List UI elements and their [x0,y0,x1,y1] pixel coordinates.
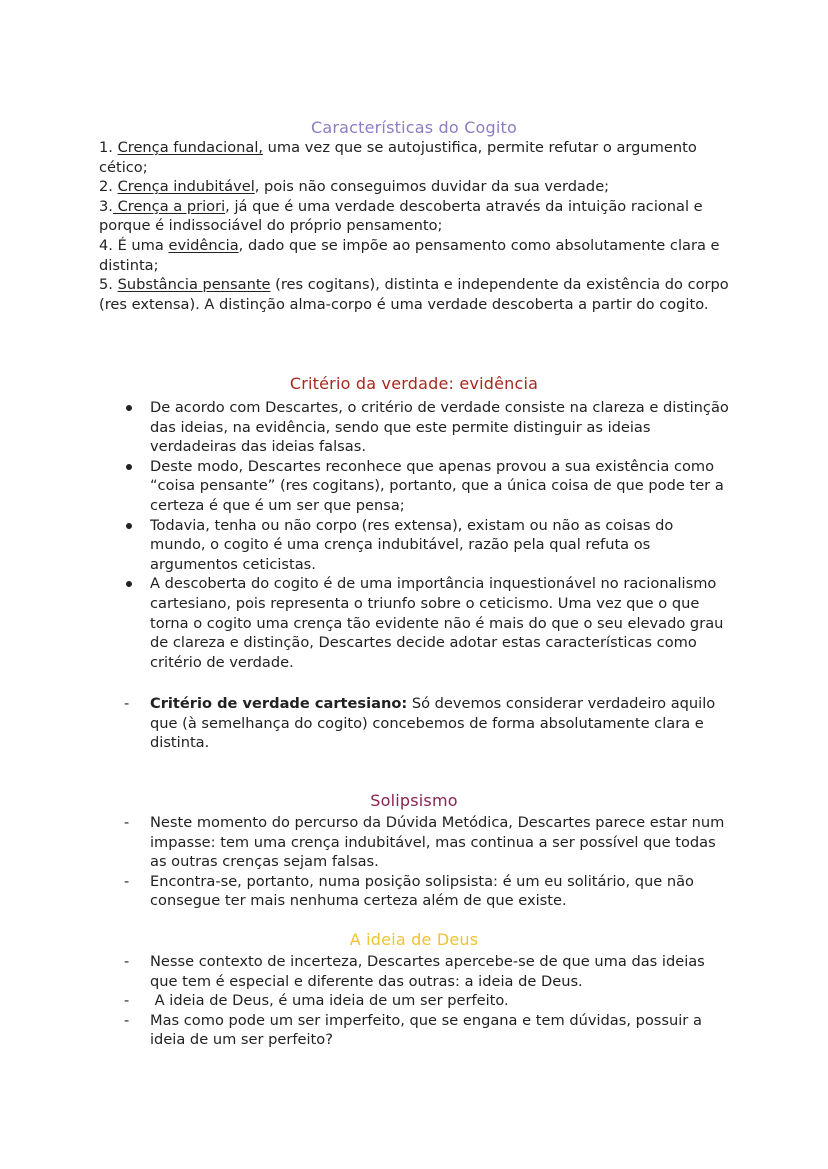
cogito-item-1 [99,138,729,177]
solipsismo-list [99,813,729,911]
list-item [99,457,729,516]
cartesian-criterion-definition [99,694,729,753]
list-item [99,991,729,1011]
underlined-term: Crença indubitável [117,178,255,196]
item-number: 1. [99,139,118,156]
dash-marker: - [124,872,130,890]
item-text: , já que é uma verdade descoberta através da intuição racional e porque é indissociável do próprio pensamento; [99,197,703,235]
bullet-icon [126,523,132,529]
item-number: 4. É uma [99,236,169,254]
list-item [99,694,729,753]
item-text: A ideia de Deus, é uma ideia de um ser perfeito. [150,992,509,1010]
dash-marker: - [124,953,130,970]
definition-text: Só devemos considerar verdadeiro aquilo que (à semelhança do cogito) concebemos de forma absolutamente clara e distinta. [150,695,716,752]
bullet-icon [126,464,132,470]
bullet-text: Todavia, tenha ou não corpo (res extensa), existam ou não as coisas do mundo, o cogito é uma crença indubitável, razão pela qual refuta os argumentos ceticistas. [150,516,674,573]
section-title-cogito: Características do Cogito [310,118,518,137]
cogito-item-3 [99,197,729,236]
item-number: 3. [99,197,113,215]
section-title-solipsismo: Solipsismo [370,791,458,810]
cogito-item-4 [99,236,729,275]
criterio-bullet-list [99,398,729,672]
definition-label: Critério de verdade cartesiano: [150,695,408,712]
item-number: 5. [99,276,118,294]
list-item [99,872,729,911]
bullet-text: De acordo com Descartes, o critério de verdade consiste na clareza e distinção das ideias, na evidência, sendo que este permite distinguir as ideias verdadeiras das ideias falsas. [150,399,729,456]
list-item [99,516,729,575]
dash-marker: - [124,695,130,712]
underlined-term: Substância pensante [117,276,271,294]
list-item [99,1011,729,1050]
dash-marker: - [124,992,130,1010]
list-item [99,574,729,672]
cogito-item-5 [99,275,729,314]
item-text: Encontra-se, portanto, numa posição solipsista: é um eu solitário, que não consegue ter mais nenhuma certeza além de que existe. [150,872,694,910]
bullet-text: Deste modo, Descartes reconhece que apenas provou a sua existência como “coisa pensante” (res cogitans), portanto, que a única coisa de que pode ter a certeza é que é um ser que pensa; [150,457,724,514]
list-item [99,952,729,991]
bullet-icon [126,405,132,411]
section-title-deus: A ideia de Deus [349,930,479,949]
item-text: , dado que se impõe ao pensamento como absolutamente clara e distinta; [99,236,720,274]
item-text: Neste momento do percurso da Dúvida Metódica, Descartes parece estar num impasse: tem uma crença indubitável, mas continua a ser possível que todas as outras crenças sejam falsas. [150,814,725,871]
deus-list [99,952,729,1050]
item-text: (res cogitans), distinta e independente da existência do corpo (res extensa). A distinção alma-corpo é uma verdade descoberta a partir do cogito. [99,276,729,313]
section-title-criterio: Critério da verdade: evidência [289,374,539,393]
cogito-characteristics-list [99,138,729,314]
item-text: Nesse contexto de incerteza, Descartes apercebe-se de que uma das ideias que tem é especial e diferente das outras: a ideia de Deus. [150,953,705,990]
item-text: Mas como pode um ser imperfeito, que se engana e tem dúvidas, possuir a ideia de um ser perfeito? [150,1011,702,1049]
list-item [99,813,729,872]
item-number: 2. [99,178,118,196]
cogito-item-2 [99,177,729,197]
bullet-icon [126,581,132,587]
list-item [99,398,729,457]
dash-marker: - [124,814,130,831]
underlined-term: Crença a priori [112,197,226,215]
bullet-text: A descoberta do cogito é de uma importância inquestionável no racionalismo cartesiano, pois representa o triunfo sobre o ceticismo. Uma vez que o que torna o cogito uma crença tão evidente não é mais do que o seu elevado grau de clareza e distinção, Descartes decide adotar estas características como critério de verdade. [150,575,724,671]
underlined-term: Crença fundacional, [117,139,264,156]
underlined-term: evidência [168,236,239,254]
item-text: , pois não conseguimos duvidar da sua verdade; [254,178,610,196]
dash-marker: - [124,1011,130,1029]
item-text: uma vez que se autojustifica, permite refutar o argumento cético; [99,139,697,176]
